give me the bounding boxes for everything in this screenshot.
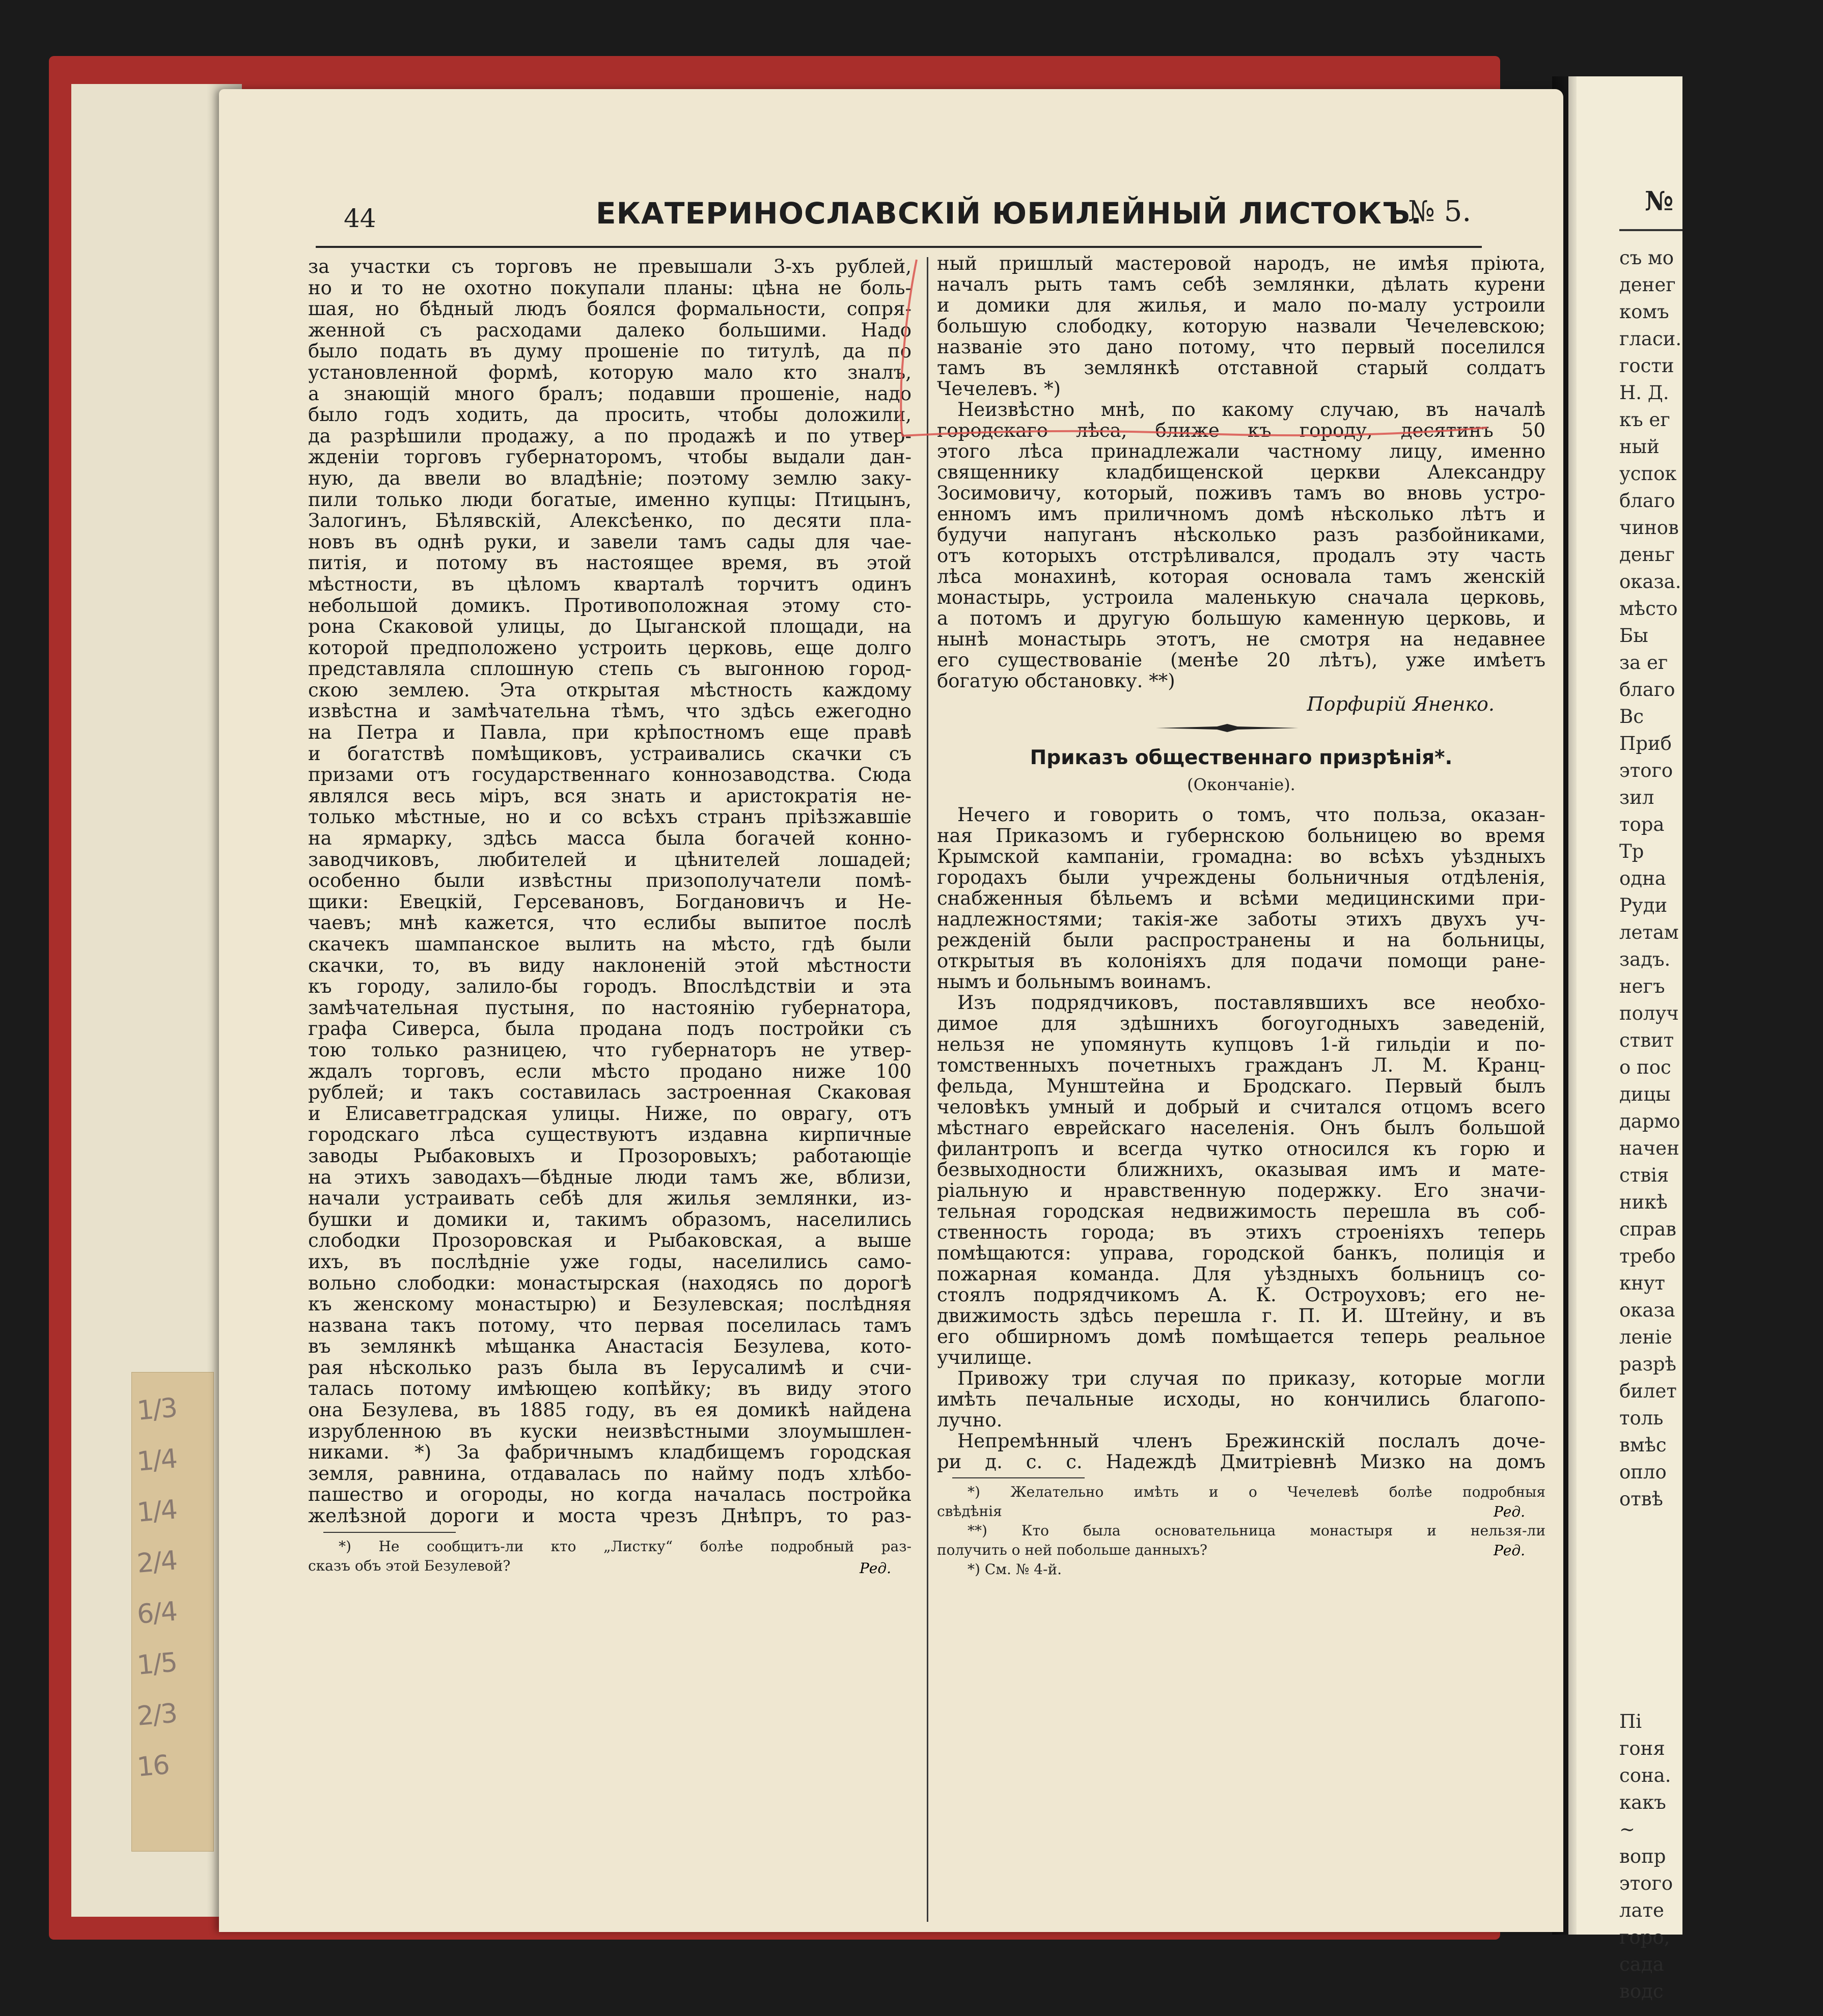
text-line: помѣщаются: управа, городской банкъ, полиція и [937,1242,1545,1264]
text-line: новъ въ однѣ руки, и завели тамъ сады для чае- [308,530,911,553]
right-footnotes [937,1482,1545,1579]
text-line: тельная городская недвижимость перешла въ соб- [937,1200,1545,1222]
text-line: и Елисаветградская улицы. Ниже, по оврагу, отъ [308,1102,911,1125]
slip-handwritten-mark: 1/5 [135,1647,178,1681]
next-page-line: толь [1619,1407,1664,1429]
text-line: нельзя не упомянуть купцовъ 1-й гильдіи и по- [937,1033,1545,1055]
text-line: будучи напуганъ нѣсколько разъ разбойниками, [937,524,1545,546]
left-column [308,256,911,1576]
text-line: жденіи торговъ губернаторомъ, чтобы выдали дан- [308,446,911,468]
text-line: никами. *) За фабричнымъ кладбищемъ городская [308,1441,911,1464]
footnote-continuation [937,1502,1545,1521]
text-line: стоялъ подрядчикомъ А. К. Остроуховъ; его не- [937,1284,1545,1306]
text-line: нынѣ монастырь этотъ, не смотря на недавнее [937,628,1545,650]
text-line: рона Скаковой улицы, до Цыганской площади, на [308,615,911,638]
text-line: заводы Рыбаковыхъ и Прозоровыхъ; работающіе [308,1144,911,1167]
next-page-line: сада [1619,1953,1664,1975]
footnote-rule [952,1477,1085,1478]
text-line: Изъ подрядчиковъ, поставлявшихъ все необхо- [957,992,1545,1014]
footnote-line: *) См. № 4-й. [968,1561,1062,1578]
paragraph-chechelevka [937,253,1545,399]
text-line: слободки Прозоровская и Рыбаковская, а выше [308,1229,911,1252]
text-line: священнику кладбищенской церкви Александру [937,461,1545,483]
footnote-line: *) Не сообщитъ-ли кто „Листку“ болѣе подробный раз- [339,1537,911,1555]
text-line: которой предположено устроить церковь, еще долго [308,636,911,659]
text-line: ную, да ввели во владѣніе; поэтому землю заку- [308,467,911,489]
text-line: Неизвѣстно мнѣ, по какому случаю, въ началѣ [957,399,1545,421]
text-line: названа такъ потому, что первая поселилась тамъ [308,1314,911,1336]
next-page-line: Тр [1619,841,1644,862]
text-line: питія, и потому въ настоящее время, въ этой [308,552,911,574]
text-line: пашество и огороды, но когда началась постройка [308,1483,911,1506]
text-line: въ землянкѣ мѣщанка Анастасія Безулева, кото- [308,1335,911,1358]
text-line: ріальную и нравственную подержку. Его значи- [937,1180,1545,1201]
text-line: было подать въ думу прошеніе по титулѣ, да по [308,340,911,362]
text-line: безвыходности ближнихъ, оказывая имъ и мате- [937,1159,1545,1181]
text-line: земля, равнина, отдавалась по найму подъ хлѣбо- [308,1462,911,1485]
text-line: лѣса монахинѣ, которая основала тамъ женскій [937,566,1545,587]
next-page-line: гости [1619,355,1674,377]
next-page-line: за ег [1619,652,1668,674]
text-line: началъ рыть тамъ себѣ землянки, дѣлать курени [937,273,1545,295]
paragraph-crimean-campaign [937,804,1545,992]
text-line: этого лѣса принадлежали частному лицу, именно [937,440,1545,462]
next-page-line: ствія [1619,1164,1669,1186]
text-line: городскаго лѣса, ближе къ городу, десятинъ 50 [937,419,1545,441]
next-page-line: какъ [1619,1791,1666,1813]
text-line: а знающій много бралъ; подавши прошеніе, надо [308,382,911,405]
text-line: богатую обстановку. **) [937,670,1175,692]
next-page-rule [1619,229,1682,231]
next-page-line: благо [1619,679,1675,701]
slip-handwritten-mark: 1/4 [135,1443,178,1477]
text-line: Непремѣнный членъ Брежинскій послалъ доче- [957,1430,1545,1452]
text-line: щики: Евецкій, Герсевановъ, Богдановичъ и Не- [308,890,911,913]
footnote-line: свѣдѣнія [937,1503,1002,1520]
text-line: ждалъ торговъ, если мѣсто продано ниже 100 [308,1060,911,1082]
text-line: къ женскому монастырю) и Безулевская; послѣдняя [308,1293,911,1315]
next-page-line: деньг [1619,544,1675,566]
next-page-line: Приб [1619,733,1672,754]
next-page-line: начен [1619,1137,1679,1159]
next-page-line: Бы [1619,625,1648,647]
text-line: установленной формѣ, которую мало кто зналъ, [308,361,911,383]
text-line: она Безулева, въ 1885 году, въ ея домикѣ найдена [308,1399,911,1421]
next-page-line: Руди [1619,894,1668,916]
slip-handwritten-mark: 2/3 [135,1698,178,1732]
footnote-line: **) Кто была основательница монастыря и нельзя-ли [968,1522,1545,1539]
text-line: енномъ имъ приличномъ домѣ нѣсколько лѣтъ и [937,503,1545,525]
text-line: талась потому имѣющею копѣйку; въ виду этого [308,1378,911,1400]
newspaper-page [219,89,1563,1932]
slip-marks [137,1393,208,1800]
footnote-signature: Ред. [1493,1503,1525,1520]
text-line: особенно были извѣстны призополучатели помѣ- [308,870,911,892]
text-line: названіе это дано потому, что первый поселился [937,336,1545,358]
left-footnote [308,1537,911,1576]
next-page-line: получ [1619,1002,1679,1024]
next-page-text [1619,244,1823,1513]
text-line: небольшой домикъ. Противоположная этому сто- [308,594,911,617]
text-line: и домики для жилья, и мало по-малу устроили [937,294,1545,316]
next-page-line: вмѣс [1619,1434,1667,1456]
text-line: было годъ ходить, да просить, чтобы доложили, [308,404,911,426]
next-page-line: водс [1619,1980,1664,2002]
page-title: ЕКАТЕРИНОСЛАВСКІЙ ЮБИЛЕЙНЫЙ ЛИСТОКЪ. [596,196,1422,231]
next-page-line: билет [1619,1380,1677,1402]
text-line: имѣть печальные исходы, но кончились благопо- [937,1388,1545,1410]
next-page-line: о пос [1619,1056,1671,1078]
next-page-line: комъ [1619,301,1669,323]
text-line: да разрѣшили продажу, а по продажѣ и по утвер- [308,425,911,447]
next-page-line: ствит [1619,1029,1674,1051]
text-line: димое для здѣшнихъ богоугодныхъ заведеній, [937,1013,1545,1034]
footnote-rule [323,1532,456,1533]
footnote-continuation [937,1541,1545,1560]
next-page-line: разрѣ [1619,1353,1676,1375]
text-line: мѣстности, въ цѣломъ кварталѣ торчитъ одинъ [308,573,911,595]
text-line: являлся весь міръ, вся знать и аристократія не- [308,785,911,807]
next-page-line: требо [1619,1245,1676,1267]
text-line: на этихъ заводахъ—бѣдные люди тамъ же, вблизи, [308,1166,911,1188]
section-ornament [937,717,1545,743]
text-line: чаевъ; мнѣ кажется, что еслибы выпитое послѣ [308,912,911,934]
footnote-line: сказъ объ этой Безулевой? [308,1557,511,1574]
text-line: пили только люди богатые, именно купцы: Птицынъ, [308,488,911,511]
next-page-line: горо, [1619,1926,1670,1948]
text-line: рублей; и такъ составилась застроенная Скаковая [308,1081,911,1104]
text-line: томственныхъ почетныхъ гражданъ Л. М. Кранц- [937,1054,1545,1076]
next-page-line: ный [1619,436,1660,458]
next-page-line: леніе [1619,1326,1672,1348]
text-line: лучно. [937,1409,1003,1431]
text-line: желѣзной дороги и моста чрезъ Днѣпръ, то раз- [308,1505,911,1527]
next-page-line: этого [1619,1872,1673,1894]
text-line: его обширномъ домѣ помѣщается теперь реальное [937,1326,1545,1348]
text-line: заводчиковъ, любителей и цѣнителей лошадей; [308,848,911,871]
text-line: замѣчательная пустыня, по настоянію губернатора, [308,996,911,1019]
text-line: скачки, то, въ виду наклоненій этой мѣстности [308,954,911,976]
text-line: монастырь, устроила маленькую сначала церковь, [937,586,1545,608]
text-line: но и то не охотно покупали планы: цѣна не боль- [308,276,911,299]
next-page-line: отвѣ [1619,1488,1663,1510]
next-page-line: мѣсто [1619,598,1678,620]
text-line: большую слободку, которую назвали Чечелевскою; [937,315,1545,337]
slip-handwritten-mark: 1/3 [135,1392,178,1426]
next-page-line: этого [1619,760,1673,781]
article-title: Приказъ общественнаго призрѣнія*. [1030,746,1453,769]
next-page-line: зил [1619,787,1654,808]
text-line: бушки и домики и, такимъ образомъ, населились [308,1208,911,1230]
article-subtitle: (Окончаніе). [1187,775,1295,794]
text-line: за участки съ торговъ не превышали 3-хъ рублей, [308,256,911,277]
next-page-line: съ мо [1619,247,1674,269]
footnote-signature: Ред. [1493,1542,1525,1559]
text-line: къ городу, залило-бы городъ. Впослѣдствіи и эта [308,975,911,998]
next-page-line: опло [1619,1461,1667,1483]
next-page-edge [1568,76,1682,2002]
next-page-line: гласи. [1619,328,1682,350]
text-line: Зосимовичу, который, поживъ тамъ во вновь устро- [937,482,1545,504]
next-page-header: № [1645,186,1674,217]
text-line: Крымской кампаніи, громадна: во всѣхъ уѣздныхъ [937,846,1545,867]
text-line: человѣкъ умный и добрый и считался отцомъ всего [937,1096,1545,1118]
text-line: городскаго лѣса существуютъ издавна кирпичные [308,1124,911,1146]
next-page-line: успок [1619,463,1677,485]
text-line: а потомъ и другую большую каменную церковь, и [937,607,1545,629]
right-column [937,253,1545,1579]
text-line: тою только разницею, что губернаторъ не утвер- [308,1039,911,1061]
header-rule [316,246,1482,248]
footnote-line: *) Желательно имѣть и о Чечелевѣ болѣе подробныя [968,1483,1545,1500]
text-line: призами отъ государственнаго коннозаводства. Сюда [308,764,911,786]
footnote-line: получить о ней побольше данныхъ? [937,1542,1208,1558]
text-line: на ярмарку, здѣсь масса была богачей конно- [308,827,911,850]
text-line: режденій были распространены и на больницы, [937,929,1545,951]
next-page-line: къ ег [1619,409,1670,431]
text-line: нымъ и больнымъ воинамъ. [937,971,1212,993]
footnote-signature: Ред. [859,1559,891,1577]
next-page-line: негъ [1619,975,1665,997]
text-line: пожарная команда. Для уѣздныхъ больницъ со- [937,1263,1545,1285]
text-line: Нечего и говорить о томъ, что польза, оказан- [957,804,1545,826]
text-line: открытыя въ колоніяхъ для подачи помощи ране- [937,950,1545,972]
slip-handwritten-mark: 1/4 [135,1494,178,1528]
text-line: фельда, Мунштейна и Бродскаго. Первый былъ [937,1075,1545,1097]
text-line: снабженныя бѣльемъ и всѣми медицинскими при- [937,887,1545,909]
text-line: Чечелевъ. *) [937,378,1061,400]
left-column-text [308,256,911,1527]
text-line: представляла сплошную степь съ выгонною город- [308,658,911,680]
text-line: и богатствѣ помѣщиковъ, устраивались скачки съ [308,742,911,765]
next-page-line: дармо [1619,1110,1680,1132]
column-divider [927,257,928,1922]
next-page-line: дицы [1619,1083,1671,1105]
page-number: 44 [344,204,376,233]
text-line: на Петра и Павла, при крѣпостномъ еще правѣ [308,721,911,744]
text-line: отъ которыхъ отстрѣливался, продалъ эту часть [937,545,1545,567]
text-line: училище. [937,1347,1033,1368]
next-page-line: кнут [1619,1272,1666,1294]
text-line: начали устраивать себѣ для жилья землянки, из- [308,1187,911,1210]
text-line: графа Сиверса, была продана подъ постройки съ [308,1018,911,1040]
text-line: шая, но бѣдный людъ боялся формальности, сопря- [308,298,911,320]
issue-number: № 5. [1408,195,1472,228]
next-page-line: гоня [1619,1738,1665,1759]
next-page-line: оказа [1619,1299,1675,1321]
paragraph-contractors [937,992,1545,1368]
next-page-line: Пі [1619,1711,1642,1732]
ornament-rule-icon [1156,723,1299,733]
next-page-line: ~ [1619,1818,1636,1840]
next-page-line: Вс [1619,706,1644,727]
text-line: ственность города; въ этихъ строеніяхъ теперь [937,1221,1545,1243]
author-signature: Порфирій Яненко. [1307,693,1495,715]
next-page-line: справ [1619,1218,1676,1240]
next-page-line: лате [1619,1899,1664,1921]
slip-handwritten-mark: 6/4 [135,1596,178,1630]
slip-handwritten-mark: 16 [135,1749,170,1783]
text-line: Залогинъ, Бѣлявскій, Алексѣенко, по десяти пла- [308,510,911,532]
next-page-line: Н. Д. [1619,382,1669,404]
next-page-line: сона. [1619,1765,1671,1786]
text-line: вольно слободки: монастырская (находясь по дорогѣ [308,1272,911,1294]
text-line: изрубленною въ куски неизвѣстными злоумышлен- [308,1420,911,1442]
text-line: скачекъ шампанское вылить на мѣсто, гдѣ были [308,933,911,955]
next-page-text-bottom [1619,1708,1823,2005]
paragraph-monastery [937,399,1545,691]
next-page-line: никѣ [1619,1191,1668,1213]
next-page-line: тора [1619,814,1665,835]
text-line: женной съ расходами далеко большими. Надо [308,319,911,341]
next-page-line: вопр [1619,1845,1666,1867]
next-page-line: оказа. [1619,571,1681,593]
next-page-line: благо [1619,490,1675,512]
text-line: Привожу три случая по приказу, которые могли [957,1367,1545,1389]
next-page-line: летам [1619,921,1679,943]
text-line: только мѣстные, но и со всѣхъ странъ пріѣзжавшіе [308,806,911,828]
next-page-line: задъ. [1619,948,1671,970]
next-page-line: одна [1619,867,1666,889]
text-line: ная Приказомъ и губернскою больницею во время [937,825,1545,847]
text-line: ный пришлый мастеровой народъ, не имѣя пріюта, [937,253,1545,274]
text-line: городахъ были учреждены больничныя отдѣленія, [937,866,1545,888]
text-line: извѣстна и замѣчательна тѣмъ, что здѣсь ежегодно [308,700,911,722]
text-line: его существованіе (менѣе 20 лѣтъ), уже имѣетъ [937,649,1545,671]
next-page-line: денег [1619,274,1676,296]
text-line: надлежностями; такія-же заботы этихъ двухъ уч- [937,908,1545,930]
text-line: ри д. с. с. Надеждѣ Дмитріевнѣ Мизко на домъ [937,1451,1545,1473]
slip-handwritten-mark: 2/4 [135,1545,178,1579]
text-line: движимость здѣсь перешла г. П. И. Штейну, и въ [937,1305,1545,1327]
text-line: ихъ, въ послѣдніе уже годы, населились само- [308,1250,911,1273]
text-line: скою землею. Эта открытая мѣстность каждому [308,679,911,701]
paragraph-three-cases [937,1368,1545,1431]
paragraph-brezhinsky [937,1431,1545,1472]
text-line: филантропъ и всегда чутко относился къ горю и [937,1138,1545,1160]
library-slip [131,1372,214,1852]
next-page-line: чинов [1619,517,1679,539]
text-line: мѣстнаго еврейскаго населенія. Онъ былъ большой [937,1117,1545,1139]
text-line: тамъ въ землянкѣ отставной старый солдатъ [937,357,1545,379]
text-line: рая нѣсколько разъ была въ Іерусалимѣ и счи- [308,1356,911,1379]
